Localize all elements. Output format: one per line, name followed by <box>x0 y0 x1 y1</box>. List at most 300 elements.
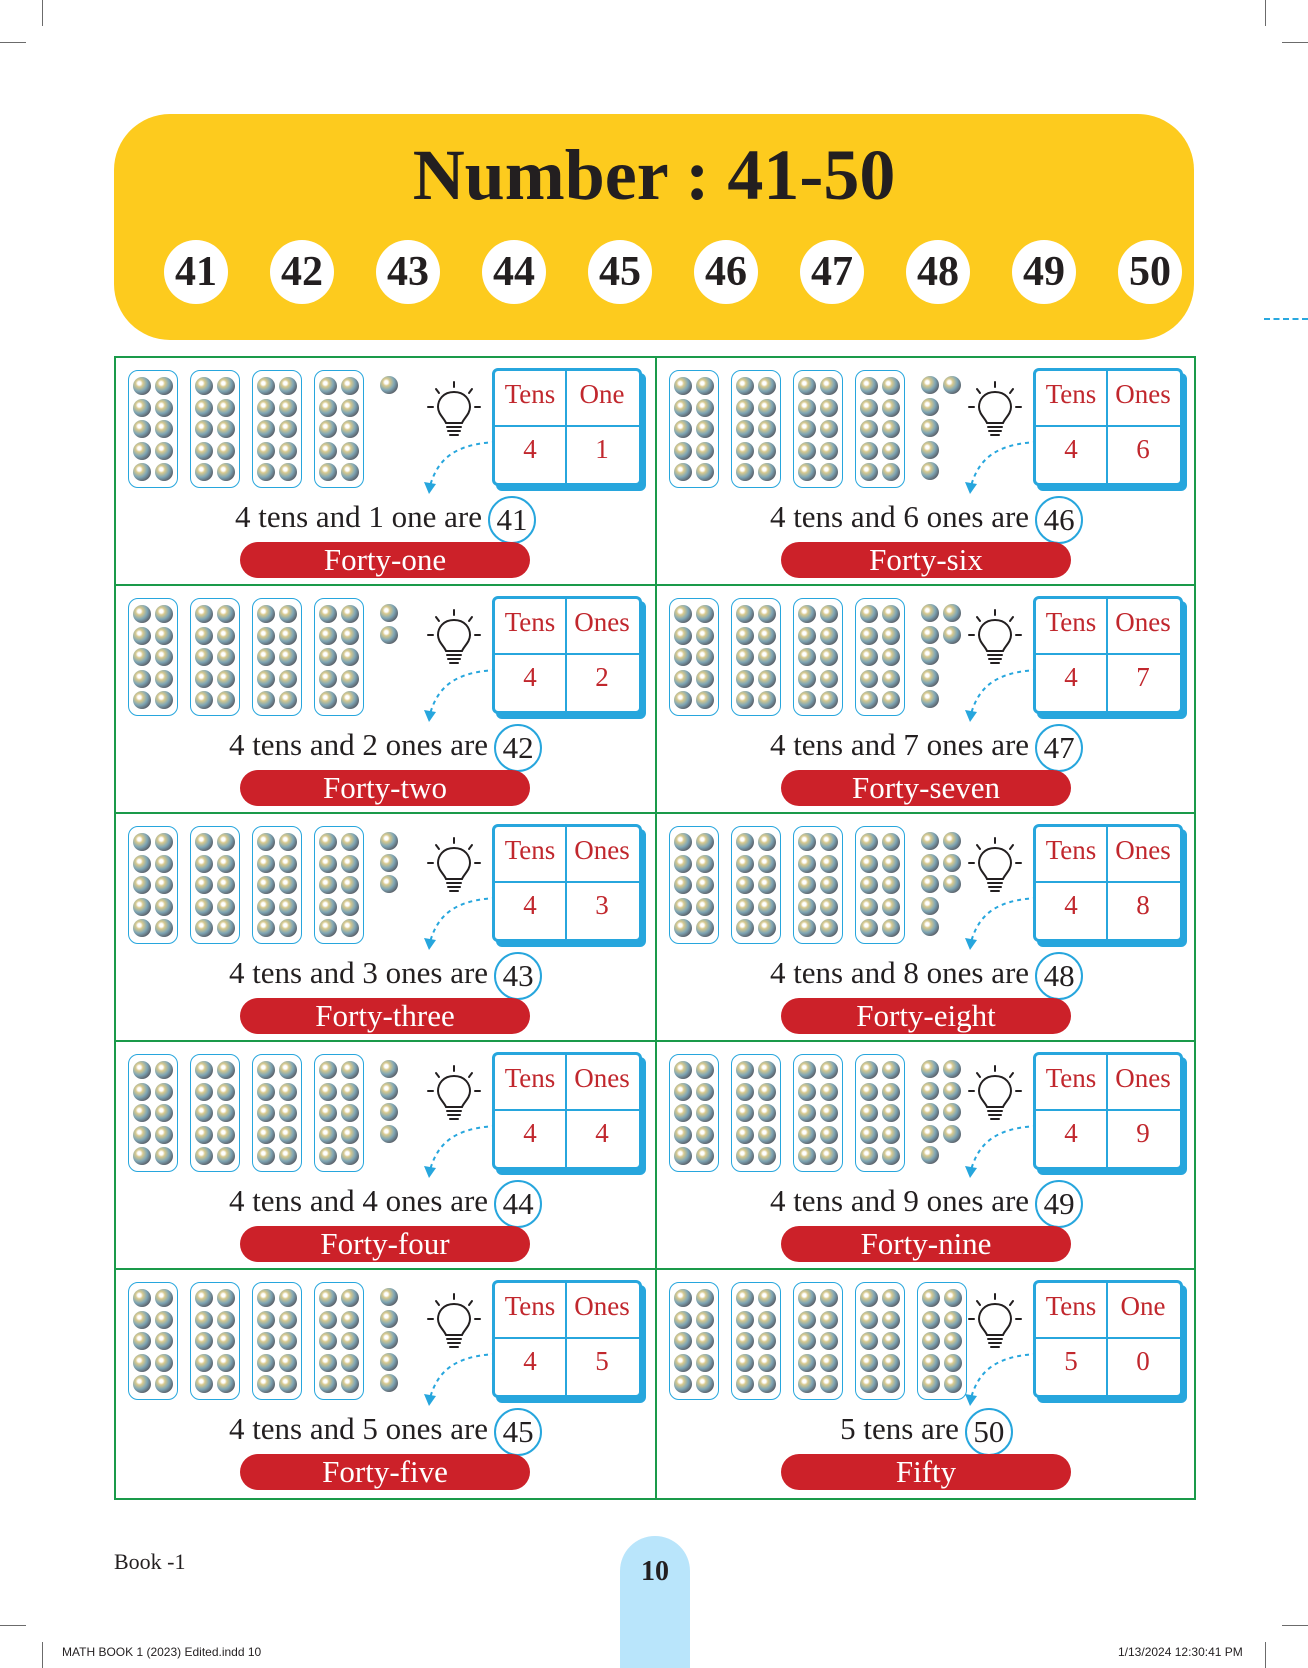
counter-ball <box>133 605 151 623</box>
lightbulb-icon <box>426 608 482 670</box>
lightbulb-icon <box>426 1292 482 1354</box>
ones-value: 5 <box>595 1346 609 1376</box>
counter-ball <box>279 1083 297 1101</box>
counter-ball <box>195 1289 213 1307</box>
ones-header: Ones <box>1115 835 1171 865</box>
counter-ball <box>195 1126 213 1144</box>
counter-ball <box>380 604 398 622</box>
counter-ball <box>798 1332 816 1350</box>
number-word-banner: Forty-seven <box>781 770 1071 806</box>
number-grid <box>114 356 1196 1500</box>
counter-ball <box>798 399 816 417</box>
counter-ball <box>279 377 297 395</box>
counter-ball <box>820 919 838 937</box>
counter-ball <box>319 1289 337 1307</box>
number-circle: 45 <box>588 240 652 304</box>
ten-frame <box>128 1054 178 1172</box>
counter-ball <box>882 1083 900 1101</box>
counter-ball <box>155 1311 173 1329</box>
counter-ball <box>882 399 900 417</box>
counter-ball <box>133 1126 151 1144</box>
counter-ball <box>674 691 692 709</box>
counter-ball <box>798 463 816 481</box>
counter-ball <box>341 691 359 709</box>
counter-ball <box>758 605 776 623</box>
counter-ball <box>319 1311 337 1329</box>
counter-ball <box>341 1289 359 1307</box>
counter-ball <box>860 833 878 851</box>
counter-ball <box>674 1375 692 1393</box>
number-word-banner: Forty-two <box>240 770 530 806</box>
counter-ball <box>820 1289 838 1307</box>
counter-ball <box>195 919 213 937</box>
counter-ball <box>758 442 776 460</box>
counter-ball <box>820 1147 838 1165</box>
counter-ball <box>195 605 213 623</box>
counter-ball <box>279 1126 297 1144</box>
counter-ball <box>944 1289 962 1307</box>
counter-ball <box>195 627 213 645</box>
counter-ball <box>882 691 900 709</box>
counter-ball <box>758 1083 776 1101</box>
counter-ball <box>758 855 776 873</box>
counter-ball <box>257 648 275 666</box>
counter-ball <box>696 1104 714 1122</box>
number-sentence <box>657 724 1196 772</box>
counter-ball <box>155 876 173 894</box>
counter-ball <box>736 463 754 481</box>
tens-value: 4 <box>523 662 537 692</box>
number-sentence <box>116 724 655 772</box>
counter-ball <box>921 398 939 416</box>
ones-header: Ones <box>574 1291 630 1321</box>
place-value-table <box>1033 1280 1183 1398</box>
counter-ball <box>860 1061 878 1079</box>
counter-ball <box>155 399 173 417</box>
counter-ball <box>341 919 359 937</box>
lightbulb-icon <box>967 1292 1023 1354</box>
counter-ball <box>736 1289 754 1307</box>
counter-ball <box>674 399 692 417</box>
counter-ball <box>217 1061 235 1079</box>
counter-ball <box>257 855 275 873</box>
counter-ball <box>257 1083 275 1101</box>
counter-ball <box>882 1332 900 1350</box>
counter-ball <box>257 670 275 688</box>
counter-ball <box>257 420 275 438</box>
counter-ball <box>696 670 714 688</box>
counter-ball <box>133 442 151 460</box>
counter-ball <box>921 1060 939 1078</box>
counter-ball <box>882 648 900 666</box>
counter-ball <box>217 833 235 851</box>
sentence-text: 4 tens and 3 ones are <box>228 955 489 991</box>
counter-ball <box>195 833 213 851</box>
sentence-text: 4 tens and 8 ones are <box>769 955 1030 991</box>
counter-ball <box>736 1104 754 1122</box>
counter-ball <box>195 377 213 395</box>
counter-ball <box>155 1354 173 1372</box>
ones-header: Ones <box>1115 379 1171 409</box>
counter-ball <box>380 1103 398 1121</box>
crop-mark <box>1265 0 1266 26</box>
counter-ball <box>195 1375 213 1393</box>
number-sentence <box>657 1180 1196 1228</box>
tens-value: 4 <box>523 1346 537 1376</box>
counter-ball <box>736 605 754 623</box>
counter-ball <box>736 442 754 460</box>
counter-ball <box>155 463 173 481</box>
counter-ball <box>319 919 337 937</box>
table-divider <box>1036 425 1180 427</box>
counter-ball <box>217 1354 235 1372</box>
counter-ball <box>943 1060 961 1078</box>
ones-header: Ones <box>1115 1063 1171 1093</box>
counter-ball <box>319 605 337 623</box>
counter-ball <box>736 670 754 688</box>
counter-ball <box>674 898 692 916</box>
ten-frame <box>252 1282 302 1400</box>
counter-ball <box>217 399 235 417</box>
counter-ball <box>674 377 692 395</box>
counter-ball <box>195 898 213 916</box>
crop-mark <box>0 1625 26 1626</box>
counter-ball <box>820 1104 838 1122</box>
number-word-banner: Forty-five <box>240 1454 530 1490</box>
sentence-text: 4 tens and 2 ones are <box>228 727 489 763</box>
number-word-banner: Forty-nine <box>781 1226 1071 1262</box>
counter-ball <box>380 376 398 394</box>
counter-ball <box>820 627 838 645</box>
counter-ball <box>279 1147 297 1165</box>
place-value-table <box>1033 1052 1183 1170</box>
counter-ball <box>319 377 337 395</box>
number-cell <box>657 1042 1196 1270</box>
ten-frame <box>793 1054 843 1172</box>
counter-ball <box>279 648 297 666</box>
number-cell <box>657 586 1196 814</box>
crop-mark <box>1265 1642 1266 1668</box>
counter-ball <box>155 420 173 438</box>
counter-ball <box>279 442 297 460</box>
counter-ball <box>736 377 754 395</box>
counter-ball <box>882 1375 900 1393</box>
counter-ball <box>279 1375 297 1393</box>
counter-ball <box>155 627 173 645</box>
counter-ball <box>341 1354 359 1372</box>
ten-frame <box>190 1282 240 1400</box>
tens-header: Tens <box>1045 607 1097 637</box>
tens-header: Tens <box>1045 379 1097 409</box>
answer-circle: 46 <box>1035 496 1083 544</box>
counter-ball <box>155 833 173 851</box>
crop-mark <box>42 1642 43 1668</box>
counter-ball <box>820 1354 838 1372</box>
counter-ball <box>758 670 776 688</box>
ten-frame <box>190 826 240 944</box>
counter-ball <box>279 420 297 438</box>
place-value-table <box>1033 824 1183 942</box>
counter-ball <box>217 377 235 395</box>
number-sentence <box>657 1408 1196 1456</box>
tens-value: 4 <box>523 1118 537 1148</box>
counter-ball <box>195 1311 213 1329</box>
counter-ball <box>257 1147 275 1165</box>
counter-ball <box>736 648 754 666</box>
counter-ball <box>257 399 275 417</box>
counter-ball <box>882 855 900 873</box>
counter-ball <box>674 1147 692 1165</box>
counter-ball <box>257 898 275 916</box>
counter-ball <box>341 627 359 645</box>
counter-ball <box>860 377 878 395</box>
counter-ball <box>820 420 838 438</box>
counter-ball <box>319 463 337 481</box>
counter-ball <box>820 1061 838 1079</box>
counter-ball <box>758 627 776 645</box>
counter-ball <box>133 377 151 395</box>
counter-ball <box>943 875 961 893</box>
counter-ball <box>133 1289 151 1307</box>
counter-ball <box>674 420 692 438</box>
counter-ball <box>943 376 961 394</box>
bleed-mark <box>1264 318 1308 322</box>
counter-ball <box>943 1082 961 1100</box>
tens-header: Tens <box>1045 1063 1097 1093</box>
counter-ball <box>380 1374 398 1392</box>
counter-ball <box>882 1104 900 1122</box>
counter-ball <box>860 1147 878 1165</box>
counter-ball <box>380 875 398 893</box>
ones-value: 9 <box>1136 1118 1150 1148</box>
table-divider <box>495 425 639 427</box>
number-circle: 47 <box>800 240 864 304</box>
counter-ball <box>820 833 838 851</box>
counter-ball <box>758 1311 776 1329</box>
counter-ball <box>736 833 754 851</box>
counter-ball <box>279 898 297 916</box>
counter-ball <box>217 1126 235 1144</box>
counter-ball <box>696 1061 714 1079</box>
counter-ball <box>341 1061 359 1079</box>
tens-value: 4 <box>1064 1118 1078 1148</box>
ones-value: 8 <box>1136 890 1150 920</box>
tens-value: 4 <box>523 890 537 920</box>
lightbulb-icon <box>967 1064 1023 1126</box>
counter-ball <box>133 1061 151 1079</box>
counter-ball <box>674 1061 692 1079</box>
counter-ball <box>319 420 337 438</box>
counter-ball <box>257 691 275 709</box>
counter-ball <box>696 1311 714 1329</box>
number-cell <box>657 1270 1196 1498</box>
counter-ball <box>860 1126 878 1144</box>
tens-header: Tens <box>504 607 556 637</box>
counter-ball <box>279 833 297 851</box>
counter-ball <box>341 377 359 395</box>
counter-ball <box>696 876 714 894</box>
counter-ball <box>217 442 235 460</box>
counter-ball <box>155 442 173 460</box>
counter-ball <box>279 919 297 937</box>
ten-frame <box>128 370 178 488</box>
table-divider <box>1036 1109 1180 1111</box>
counter-ball <box>798 1104 816 1122</box>
counter-ball <box>736 399 754 417</box>
counter-ball <box>155 691 173 709</box>
place-value-table <box>1033 596 1183 714</box>
counter-ball <box>674 1311 692 1329</box>
counter-ball <box>798 420 816 438</box>
number-circle: 48 <box>906 240 970 304</box>
counter-ball <box>133 1375 151 1393</box>
counter-ball <box>217 670 235 688</box>
counter-ball <box>921 1146 939 1164</box>
answer-circle: 49 <box>1035 1180 1083 1228</box>
counter-ball <box>736 898 754 916</box>
counter-ball <box>195 1332 213 1350</box>
counter-ball <box>736 420 754 438</box>
counter-ball <box>279 1104 297 1122</box>
lightbulb-icon <box>967 380 1023 442</box>
ten-frame <box>793 598 843 716</box>
counter-ball <box>798 648 816 666</box>
number-sentence <box>116 496 655 544</box>
sentence-text: 4 tens and 9 ones are <box>769 1183 1030 1219</box>
counter-ball <box>696 691 714 709</box>
counter-ball <box>217 627 235 645</box>
counter-ball <box>674 627 692 645</box>
counter-ball <box>860 1332 878 1350</box>
number-word-banner: Forty-one <box>240 542 530 578</box>
counter-ball <box>882 1126 900 1144</box>
number-circle: 44 <box>482 240 546 304</box>
counter-ball <box>319 1126 337 1144</box>
ones-value: 4 <box>595 1118 609 1148</box>
counter-ball <box>195 399 213 417</box>
counter-ball <box>380 1125 398 1143</box>
counter-ball <box>882 1061 900 1079</box>
counter-ball <box>758 377 776 395</box>
ones-header: Ones <box>1115 607 1171 637</box>
crop-mark <box>1282 42 1308 43</box>
counter-ball <box>257 1375 275 1393</box>
counter-ball <box>217 1147 235 1165</box>
counter-ball <box>798 670 816 688</box>
ten-frame <box>190 598 240 716</box>
counter-ball <box>319 1354 337 1372</box>
tens-value: 5 <box>1064 1346 1078 1376</box>
number-sentence <box>116 1408 655 1456</box>
counter-ball <box>155 898 173 916</box>
counter-ball <box>944 1311 962 1329</box>
counter-ball <box>921 462 939 480</box>
sentence-text: 4 tens and 5 ones are <box>228 1411 489 1447</box>
counter-ball <box>341 670 359 688</box>
place-value-table <box>492 1280 642 1398</box>
counter-ball <box>279 1311 297 1329</box>
counter-ball <box>860 1104 878 1122</box>
counter-ball <box>921 918 939 936</box>
counter-ball <box>279 627 297 645</box>
counter-ball <box>133 1147 151 1165</box>
counter-ball <box>758 1126 776 1144</box>
counter-ball <box>319 898 337 916</box>
number-sentence <box>657 952 1196 1000</box>
counter-ball <box>155 1375 173 1393</box>
counter-ball <box>319 1332 337 1350</box>
counter-ball <box>195 1104 213 1122</box>
counter-ball <box>860 463 878 481</box>
counter-ball <box>195 855 213 873</box>
counter-ball <box>217 898 235 916</box>
sentence-text: 4 tens and 4 ones are <box>228 1183 489 1219</box>
counter-ball <box>279 1354 297 1372</box>
ten-frame <box>190 1054 240 1172</box>
counter-ball <box>736 1354 754 1372</box>
tens-value: 4 <box>1064 662 1078 692</box>
counter-ball <box>758 1061 776 1079</box>
counter-ball <box>279 1332 297 1350</box>
counter-ball <box>758 463 776 481</box>
number-word-banner: Forty-three <box>240 998 530 1034</box>
counter-ball <box>380 854 398 872</box>
counter-ball <box>155 670 173 688</box>
counter-ball <box>155 1289 173 1307</box>
counter-ball <box>319 442 337 460</box>
counter-ball <box>860 420 878 438</box>
counter-ball <box>341 876 359 894</box>
counter-ball <box>341 1083 359 1101</box>
counter-ball <box>380 1310 398 1328</box>
ten-frame <box>128 598 178 716</box>
place-value-table <box>492 596 642 714</box>
ones-header: Ones <box>574 607 630 637</box>
ten-frame <box>314 370 364 488</box>
counter-ball <box>155 1126 173 1144</box>
ten-frame <box>128 1282 178 1400</box>
counter-ball <box>860 1083 878 1101</box>
number-cell <box>116 1042 655 1270</box>
place-value-table <box>492 824 642 942</box>
counter-ball <box>758 399 776 417</box>
answer-circle: 42 <box>494 724 542 772</box>
ten-frame <box>669 1054 719 1172</box>
counter-ball <box>921 690 939 708</box>
counter-ball <box>195 420 213 438</box>
counter-ball <box>279 876 297 894</box>
counter-ball <box>922 1311 940 1329</box>
counter-ball <box>882 1354 900 1372</box>
counter-ball <box>696 1375 714 1393</box>
counter-ball <box>696 898 714 916</box>
counter-ball <box>195 876 213 894</box>
ten-frame <box>128 826 178 944</box>
ten-frame <box>731 1054 781 1172</box>
counter-ball <box>736 919 754 937</box>
counter-ball <box>798 442 816 460</box>
counter-ball <box>798 605 816 623</box>
counter-ball <box>341 605 359 623</box>
number-cell <box>657 358 1196 586</box>
counter-ball <box>921 897 939 915</box>
counter-ball <box>882 377 900 395</box>
ten-frame <box>314 826 364 944</box>
counter-ball <box>319 691 337 709</box>
counter-ball <box>921 1125 939 1143</box>
counter-ball <box>798 1311 816 1329</box>
counter-ball <box>217 1375 235 1393</box>
